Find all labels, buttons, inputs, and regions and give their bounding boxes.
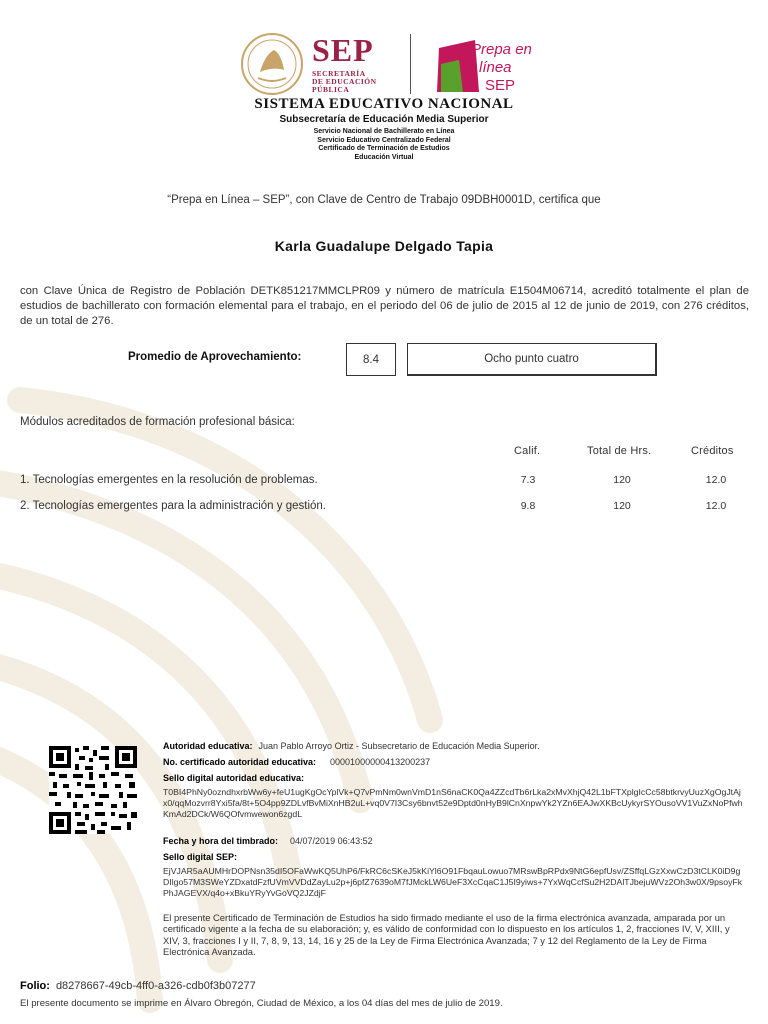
prepa-en-linea-logo [435,34,532,96]
student-name: Karla Guadalupe Delgado Tapia [274,238,494,254]
fecha-label: Fecha y hora del timbrado: [163,836,279,846]
column-header-creditos: Créditos [691,445,734,457]
print-location-statement: El presente documento se imprime en Álvaro Obregón, Ciudad de México, a los 04 días del mes de julio de 2019. [20,998,503,1009]
certificate-body: con Clave Única de Registro de Población DETK851217MMCLPR09 y número de matrícula E1504M06714, acreditó totalmente el plan de estudios de bachillerato con formación elemental para el trabajo, en el periodo del 06 de julio de 2015 al 12 de junio de 2019, con 276 créditos, de un total de 276. [20,285,749,327]
prepa-logo-line2: línea [479,59,512,76]
module-hrs: 120 [613,500,631,512]
legal-text: El presente Certificado de Terminación de Estudios ha sido firmado mediante el uso de la firma electrónica avanzada, amparada por un certificado vigente a la fecha de su elaboración; y, es válido de conformidad con lo dispuesto en los artículos 1, 2, fracciones IV, V, XIII, y XIV, 3, fracciones I y II, 7, 8, 9, 13, 14, 16 y 25 de la Ley de Firma Electrónica Avanzada; 7 y 12 del Reglamento de la Ley de Firma Electrónica Avanzada. [163,912,730,958]
sello-autoridad-value: T0BI4PhNy0ozndhxrbWw6y+feU1ugKgOcYplVk+Q7vPmNm0wnVmD1nS6naCK0Qa4ZZcdTb6rLka2xMvXhjQ42L1bFTXplgIcCc58btkrvyUuzXgOgJtAjx0/qqMozvrr8Yxi5fa/8t+5O4pp9ZDLvfBvMiXnHB2uL+vq0V7I3Csy6bnvt52e9Dptd0nHyB9lCnXnpwYk2YZn6EAJwXKBcUykyrSYOusoVV1VuZxNoPfwhKmAd2DCk/W6QOfvmwewon6zgdL [163,787,743,819]
module-row [0,474,768,490]
certifies-statement: “Prepa en Línea – SEP”, con Clave de Centro de Trabajo 09DBH0001D, certifica que [167,194,601,206]
module-creditos: 12.0 [705,474,727,486]
promedio-label: Promedio de Aprovechamiento: [128,351,302,363]
service-line: Educación Virtual [354,153,414,161]
autoridad-value: Juan Pablo Arroyo Ortiz - Subsecretario de Educación Media Superior. [258,741,540,751]
cert-number-value: 00001000000413200237 [330,757,431,767]
column-header-hrs: Total de Hrs. [587,445,652,457]
fecha-value: 04/07/2019 06:43:52 [290,836,373,846]
module-row [0,500,768,516]
module-creditos: 12.0 [705,500,727,512]
sep-logo-subtitle: SECRETARÍA DE EDUCACIÓN PÚBLICA [312,69,377,94]
sistema-title: SISTEMA EDUCATIVO NACIONAL [254,96,514,112]
document-header [0,30,768,170]
sello-sep-block [163,852,743,899]
modules-title: Módulos acreditados de formación profesional básica: [20,416,295,428]
folio-line [20,980,256,992]
service-line: Servicio Educativo Centralizado Federal [317,136,451,144]
service-line: Certificado de Terminación de Estudios [318,145,450,153]
sep-logo-text: SEP [312,32,374,68]
prepa-logo-line3: SEP [485,77,516,94]
sello-sep-value: EjVJAR5aAUMHrDOPNsn35dI5OFaWwKQ5UhP6/FkRC6cSKeJ5kKiYl6O91FbqauLowuo7MRswBpRPdx9NtG6epfUsv/ZSffqLGzXxwCzD3tCLK0iD9gDIlgo57M3SWeYZDxatdFzfUVmVVDdZayLu2p+j6pfZ7639oM7fJMckLW6UeF3XcCqaC1J5I9yiws+7YxWqCcfSu2H2DAlTJbejuWVz2Oh3w0X/9psoyFkPhJAGEVX/q4o+xBkuYRyYvGoVQ2JZdjF [163,866,743,898]
service-lines [0,128,768,162]
cert-number-label: No. certificado autoridad educativa: [163,757,317,767]
prepa-logo-line1: Prepa en [471,41,532,58]
cert-number-line [163,757,743,768]
module-calif: 9.8 [520,500,536,512]
qr-code [49,746,137,834]
folio-label: Folio: [20,980,50,992]
module-name: 2. Tecnologías emergentes para la administración y gestión. [20,500,326,512]
autoridad-line [163,741,743,752]
autoridad-label: Autoridad educativa: [163,741,253,751]
subsecretaria-title: Subsecretaría de Educación Media Superior [279,114,489,125]
folio-value: d8278667-49cb-4ff0-a326-cdb0f3b07277 [55,980,256,992]
header-divider [410,34,411,94]
sello-sep-label: Sello digital SEP: [163,852,238,862]
promedio-text: Ocho punto cuatro [407,343,657,376]
service-line: Servicio Nacional de Bachillerato en Línea [313,128,455,135]
fecha-line [163,836,743,847]
module-name: 1. Tecnologías emergentes en la resolución de problemas. [20,474,318,486]
promedio-value: 8.4 [346,343,396,376]
column-header-calif: Calif. [514,445,541,457]
sello-autoridad-block [163,773,743,820]
module-calif: 7.3 [520,474,536,486]
national-seal-icon [240,32,304,96]
module-hrs: 120 [613,474,631,486]
sello-autoridad-label: Sello digital autoridad educativa: [163,773,305,783]
